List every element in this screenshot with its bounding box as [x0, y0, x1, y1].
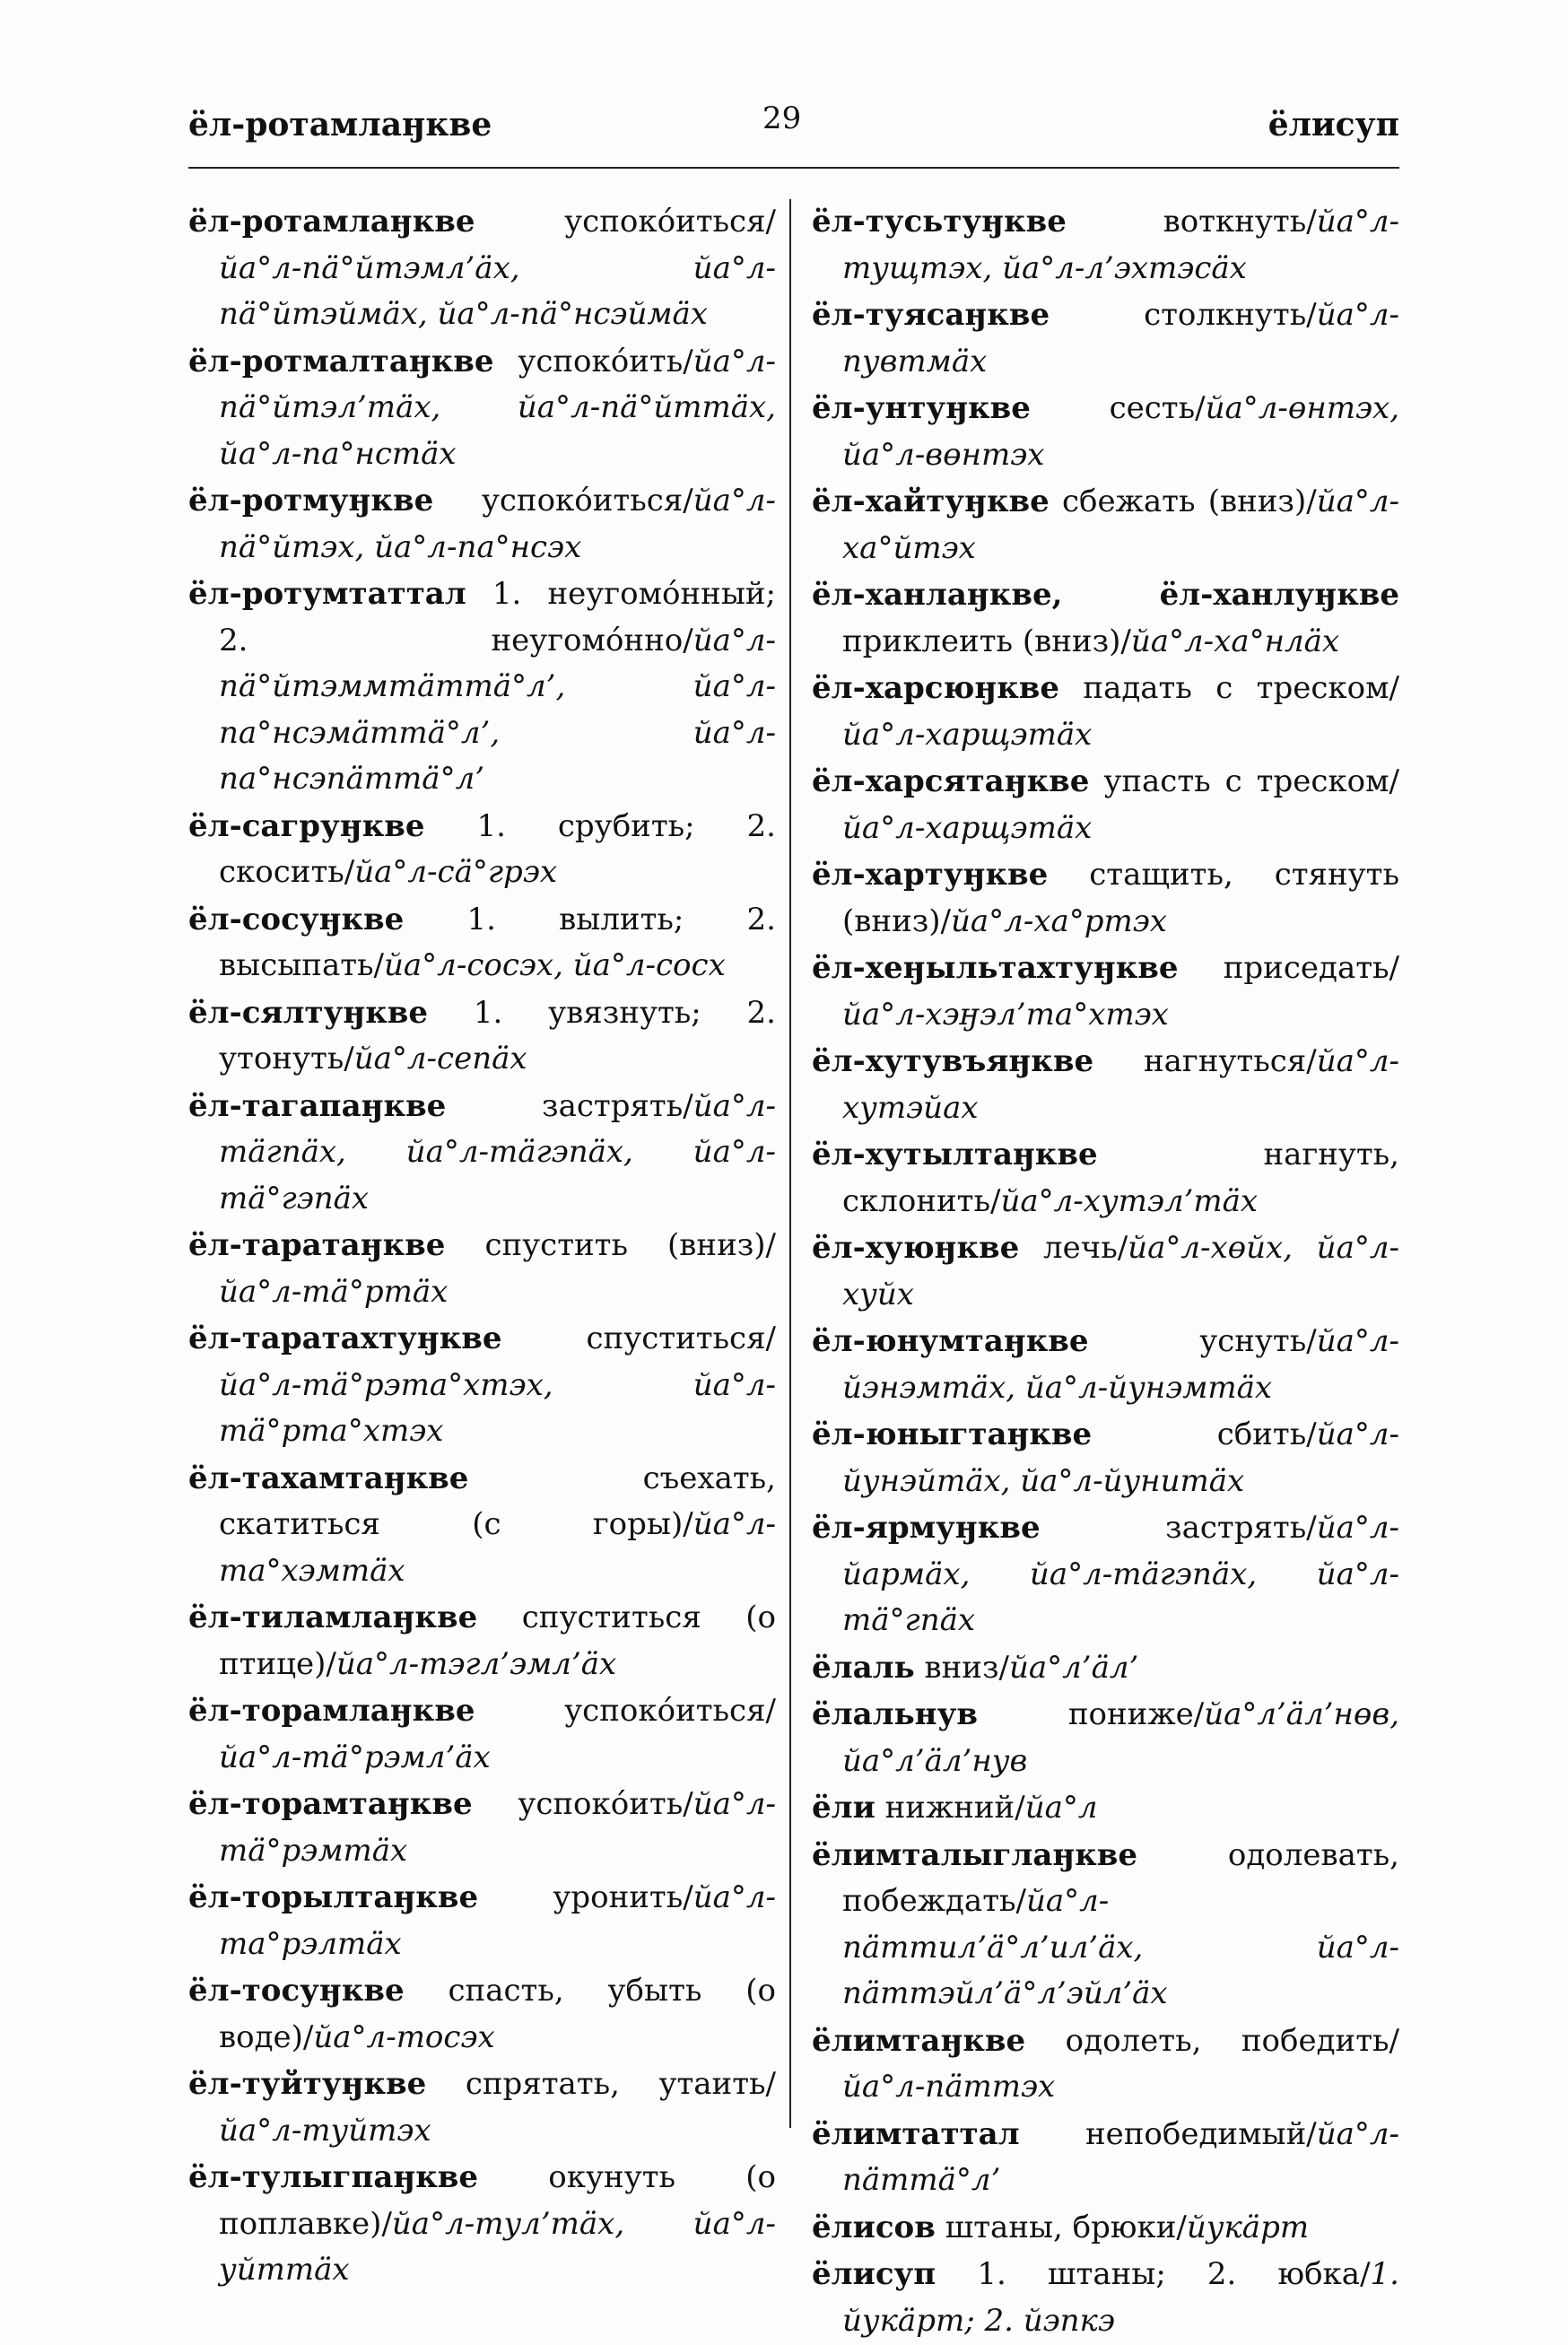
dictionary-entry — [188, 1782, 776, 1874]
dictionary-entry — [188, 1084, 776, 1223]
dictionary-entry — [188, 1688, 776, 1781]
entry-definition: сесть/ — [1030, 390, 1206, 426]
entry-headword: ёл-юныгтаӈкве — [812, 1417, 1093, 1452]
entry-definition: одолевать, побеждать/ — [842, 1836, 1399, 1919]
entry-headword: ёл-торылтаӈкве — [188, 1879, 479, 1915]
entry-definition: успокóить/ — [493, 343, 693, 379]
entry-headword: ёл-ротмалтаӈкве — [188, 343, 494, 379]
entry-translation: йа°л-йунэйтäх, йа°л-йунитäх — [842, 1417, 1399, 1499]
entry-headword: ёл-харсятаӈкве — [812, 763, 1090, 799]
running-head-right: ёлисуп — [1267, 106, 1399, 144]
entry-translation: йа°л-пäттä°л’ — [842, 2115, 1399, 2198]
entry-definition: вниз/ — [914, 1649, 1009, 1686]
entry-headword: ёл-тусьтуӈкве — [812, 204, 1067, 240]
dictionary-entry — [812, 199, 1399, 292]
entry-translation: йа°л-пувтмäх — [842, 297, 1399, 379]
entry-definition: 1. вылить; 2. высыпать/ — [219, 901, 776, 983]
entry-headword: ёл-ротамлаӈкве — [188, 204, 475, 240]
entry-definition: съехать, скатиться (с горы)/ — [219, 1460, 776, 1542]
dictionary-entry — [812, 852, 1399, 945]
entry-headword: ёл-унтуӈкве — [812, 390, 1031, 426]
entry-translation: йа°л-тул’тäх, йа°л-уйттäх — [219, 2205, 776, 2288]
dictionary-entry — [188, 2155, 776, 2294]
dictionary-entry — [812, 1132, 1399, 1225]
entry-definition: нагнуться/ — [1093, 1043, 1317, 1079]
entry-headword: ёли — [812, 1790, 875, 1826]
dictionary-entry — [188, 1456, 776, 1595]
entry-translation: йа°л-тäгпäх, йа°л-тäгэпäх, йа°л-тä°гэпäх — [219, 1087, 776, 1216]
entry-headword: ёл-ярмуӈкве — [812, 1510, 1041, 1546]
entry-translation: йа°л-та°хэмтäх — [219, 1506, 776, 1589]
entry-definition: успокóить/ — [472, 1786, 693, 1822]
entry-headword: ёл-тосуӈкве — [188, 1973, 405, 2009]
entry-definition: штаны, брюки/ — [935, 2209, 1187, 2245]
dictionary-entry — [188, 897, 776, 989]
entry-definition: пониже/ — [977, 1696, 1205, 1732]
entry-translation: йа°л-пäттэх — [842, 2069, 1056, 2105]
entry-definition: 1. срубить; 2. скосить/ — [219, 807, 776, 890]
entry-definition: лечь/ — [1019, 1230, 1128, 1266]
entry-definition: непобедимый/ — [1019, 2115, 1317, 2152]
entry-headword: ёл-ротумтаттал — [188, 576, 466, 612]
entry-headword: ёл-туйтуӈкве — [188, 2066, 427, 2102]
dictionary-entry — [812, 1785, 1399, 1832]
entry-translation: йа°л-пä°йтэммтäттä°л’, йа°л-па°нсэмäттä°л’, йа°л-па°нсэпäттä°л’ — [219, 622, 776, 797]
entry-definition: приседать/ — [1178, 950, 1399, 986]
entry-translation: йа°л-пäттил’ä°л’ил’äх, йа°л-пäттэйл’ä°л’эйл’äх — [842, 1883, 1399, 2011]
dictionary-entry — [812, 1225, 1399, 1318]
entry-translation: йа°л-тосэх — [313, 2018, 495, 2055]
entry-translation: йа°л-тä°рэмтäх — [219, 1786, 776, 1869]
entry-headword: ёл-ханлаӈкве, ёл-ханлуӈкве — [812, 577, 1399, 613]
dictionary-entry — [188, 339, 776, 478]
page-header — [188, 100, 1399, 160]
entry-definition: спасть, убыть (о воде)/ — [219, 1973, 776, 2055]
entry-translation: йа°л-сä°грэх — [354, 854, 558, 890]
entry-translation: йа°л-йармäх, йа°л-тäгэпäх, йа°л-тä°гпäх — [842, 1510, 1399, 1638]
entry-headword: ёл-сагруӈкве — [188, 807, 425, 844]
entry-translation: йа°л-ха°нлäх — [1130, 623, 1340, 659]
entry-headword: ёлальнув — [812, 1696, 978, 1732]
entry-translation: йа°л-тä°рэмл’äх — [219, 1739, 491, 1775]
entry-translation: йа°л-харщэтäх — [842, 716, 1093, 753]
entry-headword: ёл-тагапаӈкве — [188, 1087, 447, 1124]
entry-headword: ёл-юнумтаӈкве — [812, 1323, 1089, 1359]
entry-headword: ёл-тиламлаӈкве — [188, 1600, 478, 1635]
entry-translation: йа°л-тущтэх, йа°л-л’эхтэсäх — [842, 204, 1399, 286]
entry-headword: ёл-сосуӈкве — [188, 901, 405, 937]
dictionary-entry — [812, 1692, 1399, 1784]
dictionary-entry — [812, 1645, 1399, 1692]
dictionary-entry — [812, 1412, 1399, 1504]
entry-headword: ёл-торамлаӈкве — [188, 1693, 475, 1729]
dictionary-entry — [188, 990, 776, 1083]
entry-definition: уснуть/ — [1088, 1323, 1317, 1359]
entry-definition: успокóиться/ — [433, 483, 693, 519]
entry-translation: йа°л-тэгл’эмл’äх — [335, 1645, 617, 1682]
entry-translation: 1. йукäрт; 2. йэпкэ — [842, 2256, 1399, 2339]
entry-definition: уронить/ — [478, 1879, 693, 1915]
entry-definition: нагнуть, склонить/ — [842, 1137, 1399, 1219]
dictionary-entry — [812, 946, 1399, 1038]
entry-translation: йа°л-хутэл’тäх — [1000, 1182, 1259, 1219]
entry-headword: ёл-ротмуӈкве — [188, 483, 434, 519]
dictionary-entry — [188, 804, 776, 896]
entry-headword: ёл-хутувъяӈкве — [812, 1043, 1094, 1079]
entry-translation: йа°л-сепäх — [353, 1041, 527, 1077]
entry-definition: падать с треском/ — [1059, 670, 1399, 706]
entry-definition: спуститься (о птице)/ — [219, 1600, 776, 1682]
dictionary-entry — [188, 1875, 776, 1967]
left-column — [188, 199, 776, 2295]
entry-translation: йа°л-тä°рэта°хтэх, йа°л-тä°рта°хтэх — [219, 1366, 776, 1449]
entry-headword: ёл-харсюӈкве — [812, 670, 1060, 706]
entry-translation: йа°л-хутэйах — [842, 1043, 1399, 1126]
dictionary-entry — [812, 2112, 1399, 2204]
dictionary-entry — [812, 666, 1399, 758]
entry-headword: ёл-хеӈыльтахтуӈкве — [812, 950, 1179, 986]
dictionary-entry — [188, 571, 776, 803]
dictionary-entry — [812, 2018, 1399, 2111]
dictionary-entry — [188, 1595, 776, 1687]
entry-translation: йа°л-та°рэлтäх — [219, 1879, 776, 1962]
entry-translation: йа°л-хөйх, йа°л-хуйх — [842, 1230, 1399, 1312]
entry-headword: ёл-хартуӈкве — [812, 857, 1049, 893]
entry-definition: одолеть, победить/ — [1025, 2022, 1399, 2059]
entry-definition: приклеить (вниз)/ — [842, 623, 1131, 659]
entry-translation: йа°л-ха°йтэх — [842, 484, 1399, 566]
entry-headword: ёлимтаӈкве — [812, 2022, 1026, 2059]
entry-translation: йа°л-өнтэх, йа°л-вөнтэх — [842, 390, 1399, 473]
entry-translation: йа°л-хэӈэл’та°хтэх — [842, 996, 1169, 1033]
entry-headword: ёл-хутылтаӈкве — [812, 1137, 1098, 1172]
entry-definition: спустить (вниз)/ — [445, 1227, 776, 1263]
running-head-left: ёл-ротамлаӈкве — [188, 106, 492, 144]
dictionary-entry — [812, 2205, 1399, 2252]
entry-headword: ёлимтаттал — [812, 2115, 1020, 2152]
dictionary-entry — [812, 292, 1399, 385]
entry-headword: ёл-сялтуӈкве — [188, 994, 429, 1031]
dictionary-entry — [188, 2062, 776, 2154]
entry-headword: ёл-тулыгпаӈкве — [188, 2159, 479, 2195]
dictionary-entry — [812, 1833, 1399, 2018]
entry-headword: ёл-туясаӈкве — [812, 297, 1050, 333]
entry-headword: ёл-торамтаӈкве — [188, 1786, 473, 1822]
entry-headword: ёл-таратаӈкве — [188, 1227, 446, 1263]
entry-translation: йа°л-туйтэх — [219, 2112, 431, 2149]
entry-definition: столкнуть/ — [1050, 297, 1317, 333]
entry-headword: ёл-хайтуӈкве — [812, 484, 1050, 519]
entry-definition: 1. неугомóнный; 2. неугомóнно/ — [219, 576, 776, 658]
entry-headword: ёл-хуюӈкве — [812, 1230, 1020, 1266]
entry-headword: ёл-тахамтаӈкве — [188, 1460, 469, 1496]
entry-definition: стащить, стянуть (вниз)/ — [842, 857, 1399, 939]
header-rule — [188, 167, 1399, 169]
entry-definition: застрять/ — [446, 1087, 693, 1124]
entry-translation: йа°л-пä°йтэх, йа°л-па°нсэх — [219, 483, 776, 565]
entry-definition: 1. увязнуть; 2. утонуть/ — [219, 994, 776, 1077]
dictionary-entry — [812, 2252, 1399, 2344]
dictionary-entry — [812, 1039, 1399, 1131]
entry-definition: нижний/ — [875, 1790, 1025, 1826]
entry-definition: 1. штаны; 2. юбка/ — [936, 2256, 1371, 2292]
entry-translation: йа°л-пä°йтэл’тäх, йа°л-пä°йттäх, йа°л-па°нстäх — [219, 343, 776, 472]
entry-translation: йа°л’äл’ — [1008, 1649, 1139, 1686]
dictionary-entry — [188, 478, 776, 571]
entry-translation: йукäрт — [1186, 2209, 1310, 2245]
entry-translation: йа°л-ха°ртэх — [951, 902, 1167, 939]
entry-definition: успокóиться/ — [475, 204, 776, 240]
entry-headword: ёлаль — [812, 1649, 915, 1686]
entry-headword: ёлисуп — [812, 2256, 936, 2292]
right-column — [812, 199, 1399, 2345]
entry-translation: йа°л-харщэтäх — [842, 809, 1093, 846]
entry-definition: сбежать (вниз)/ — [1049, 484, 1317, 519]
column-divider — [789, 199, 791, 2128]
entry-translation: йа°л-тä°ртäх — [219, 1273, 449, 1310]
entry-headword: ёлисов — [812, 2209, 936, 2245]
entry-translation: йа°л-сосэх, йа°л-сосх — [384, 947, 726, 983]
dictionary-entry — [188, 1968, 776, 2061]
entry-headword: ёлимталыглаӈкве — [812, 1836, 1138, 1873]
entry-headword: ёл-таратахтуӈкве — [188, 1321, 502, 1356]
dictionary-entry — [812, 479, 1399, 571]
entry-definition: воткнуть/ — [1066, 204, 1317, 240]
dictionary-entry — [812, 1319, 1399, 1411]
entry-definition: спрятать, утаить/ — [426, 2066, 776, 2102]
dictionary-entry — [812, 572, 1399, 665]
entry-definition: упасть с треском/ — [1089, 763, 1399, 799]
entry-translation: йа°л — [1024, 1790, 1098, 1826]
dictionary-entry — [188, 199, 776, 338]
entry-definition: сбить/ — [1092, 1417, 1317, 1452]
entry-translation: йа°л’äл’нөв, йа°л’äл’нув — [842, 1696, 1399, 1779]
entry-definition: окунуть (о поплавке)/ — [219, 2159, 776, 2242]
entry-definition: застрять/ — [1040, 1510, 1317, 1546]
entry-translation: йа°л-пä°йтэмл’äх, йа°л-пä°йтэймäх, йа°л-пä°нсэймäх — [219, 249, 776, 332]
page-number: 29 — [762, 100, 802, 136]
entry-definition: спуститься/ — [501, 1321, 776, 1356]
dictionary-entry — [812, 759, 1399, 851]
dictionary-entry — [188, 1223, 776, 1315]
dictionary-entry — [812, 386, 1399, 478]
entry-definition: успокóиться/ — [475, 1693, 776, 1729]
dictionary-entry — [812, 1505, 1399, 1644]
entry-translation: йа°л-йэнэмтäх, йа°л-йунэмтäх — [842, 1323, 1399, 1406]
dictionary-entry — [188, 1316, 776, 1455]
